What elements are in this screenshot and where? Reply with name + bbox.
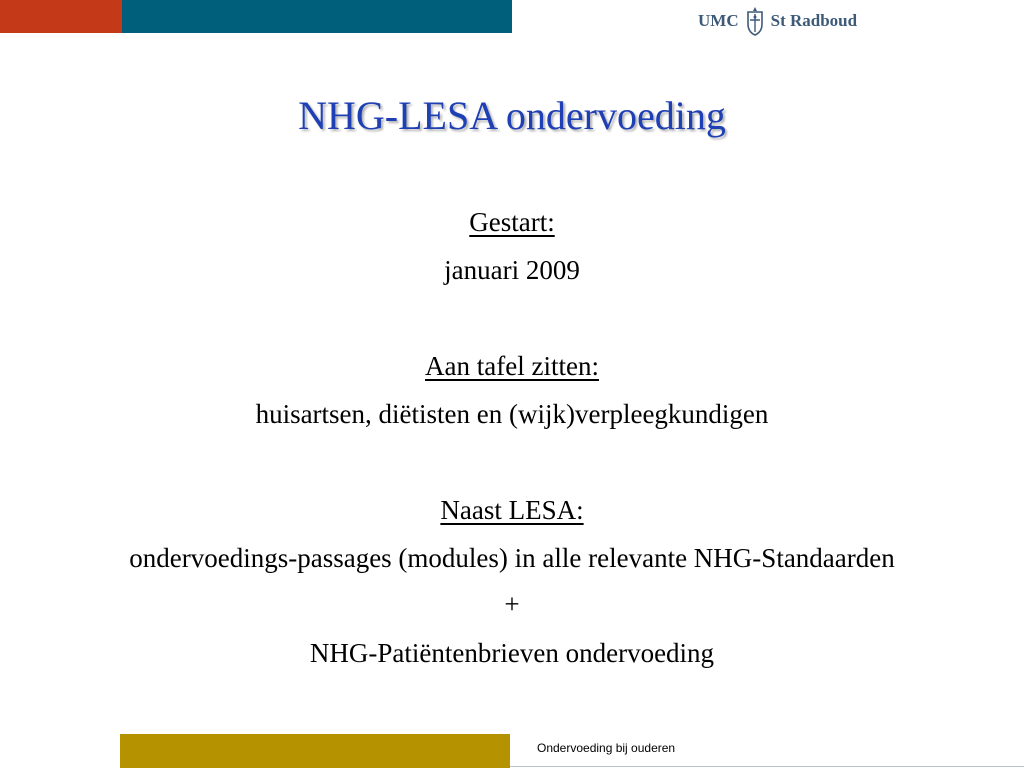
crest-icon xyxy=(744,6,766,36)
bottom-gold-bar xyxy=(120,734,510,768)
slide-content xyxy=(0,198,1024,677)
top-orange-bar xyxy=(0,0,122,33)
section-body-aan-tafel: huisartsen, diëtisten en (wijk)verpleegkundigen xyxy=(255,399,769,429)
spacer xyxy=(0,294,1024,342)
section-body-gestart: januari 2009 xyxy=(444,255,580,285)
section-heading-aan-tafel: Aan tafel zitten: xyxy=(425,351,599,381)
footer-text: Ondervoeding bij ouderen xyxy=(537,741,676,755)
footer-divider xyxy=(510,766,1024,767)
top-teal-bar xyxy=(122,0,512,33)
slide-title: NHG-LESA ondervoeding xyxy=(298,93,726,138)
section-body-naast-lesa: ondervoedings-passages (modules) in alle relevante NHG-Standaarden xyxy=(129,543,895,573)
spacer xyxy=(0,438,1024,486)
section-heading-gestart: Gestart: xyxy=(469,207,555,237)
plus-sign: + xyxy=(504,589,520,619)
closing-line: NHG-Patiëntenbrieven ondervoeding xyxy=(309,638,715,668)
section-heading-naast-lesa: Naast LESA: xyxy=(440,495,584,525)
logo-st-radboud-text: St Radboud xyxy=(770,11,858,30)
umc-st-radboud-logo xyxy=(698,6,857,36)
logo-umc-text: UMC xyxy=(698,11,739,30)
